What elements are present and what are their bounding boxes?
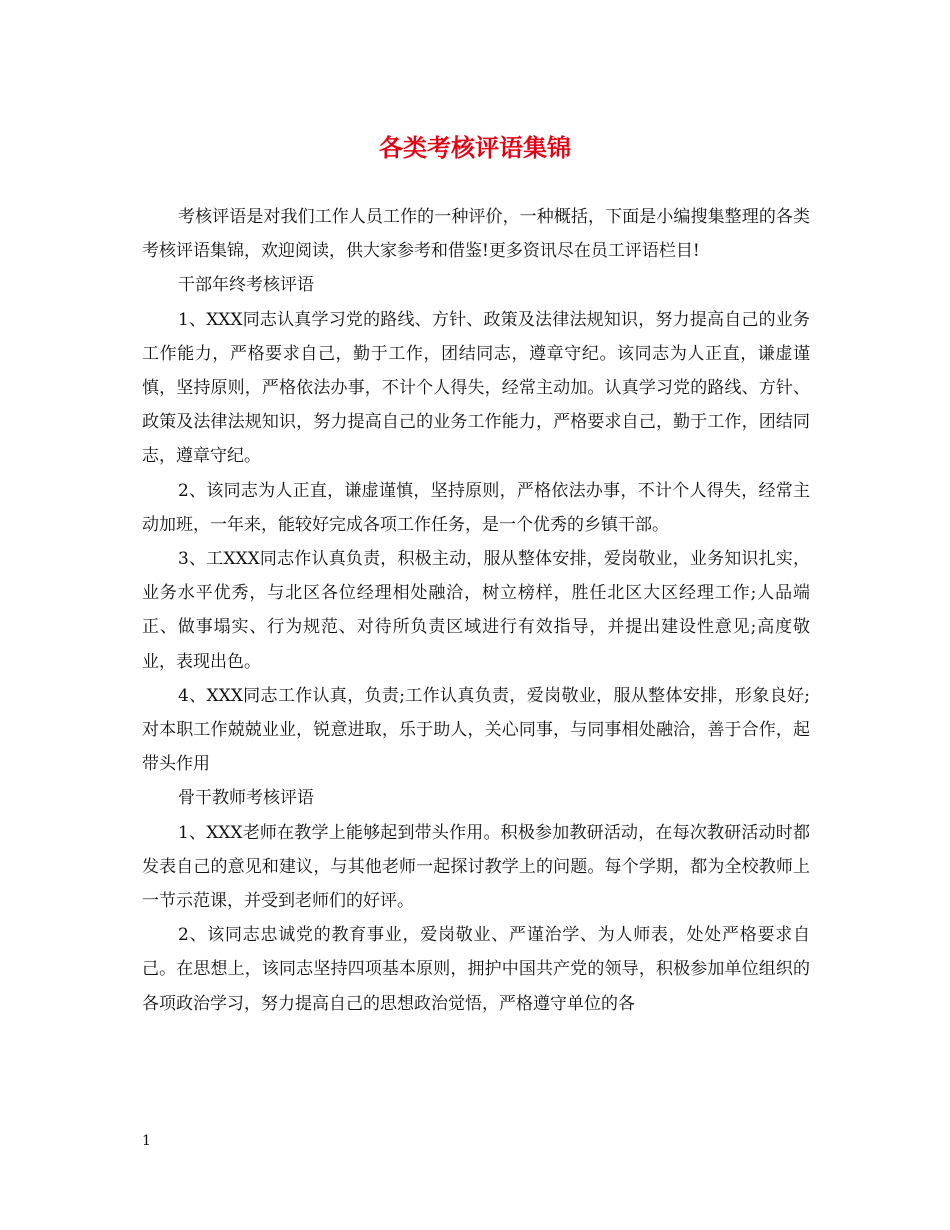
body-paragraph: 4、XXX同志工作认真，负责;工作认真负责，爱岗敬业，服从整体安排，形象良好;对本职工作兢兢业业，锐意进取，乐于助人，关心同事，与同事相处融洽，善于合作，起带头作用 xyxy=(142,685,810,775)
intro-paragraph: 考核评语是对我们工作人员工作的一种评价，一种概括，下面是小编搜集整理的各类考核评语集锦，欢迎阅读，供大家参考和借鉴!更多资讯尽在员工评语栏目! xyxy=(142,207,810,262)
body-paragraph: 3、工XXX同志作认真负责，积极主动，服从整体安排，爱岗敬业，业务知识扎实，业务水平优秀，与北区各位经理相处融洽，树立榜样，胜任北区大区经理工作;人品端正、做事塌实、行为规范、对待所负责区域进行有效指导，并提出建设性意见;高度敬业，表现出色。 xyxy=(142,549,810,672)
body-paragraph: 1、XXX同志认真学习党的路线、方针、政策及法律法规知识，努力提高自己的业务工作能力，严格要求自己，勤于工作，团结同志，遵章守纪。该同志为人正直，谦虚谨慎，坚持原则，严格依法办事，不计个人得失，经常主动加。认真学习党的路线、方针、政策及法律法规知识，努力提高自己的业务工作能力，严格要求自己，勤于工作，团结同志，遵章守纪。 xyxy=(142,309,810,467)
page-number: 1 xyxy=(142,1133,151,1149)
body-paragraph: 1、XXX老师在教学上能够起到带头作用。积极参加教研活动，在每次教研活动时都发表自己的意见和建议，与其他老师一起探讨教学上的问题。每个学期，都为全校教师上一节示范课，并受到老师们的好评。 xyxy=(142,822,810,912)
document-body xyxy=(142,200,810,1021)
section-heading-cadre: 干部年终考核评语 xyxy=(178,275,314,296)
section-heading-teacher: 骨干教师考核评语 xyxy=(178,788,314,809)
document-title: 各类考核评语集锦 xyxy=(379,133,571,162)
body-paragraph: 2、该同志为人正直，谦虚谨慎，坚持原则，严格依法办事，不计个人得失，经常主动加班，一年来，能较好完成各项工作任务，是一个优秀的乡镇干部。 xyxy=(142,480,810,535)
body-paragraph: 2、该同志忠诚党的教育事业，爱岗敬业、严谨治学、为人师表，处处严格要求自己。在思想上，该同志坚持四项基本原则，拥护中国共产党的领导，积极参加单位组织的各项政治学习，努力提高自己的思想政治觉悟，严格遵守单位的各 xyxy=(142,925,810,1014)
